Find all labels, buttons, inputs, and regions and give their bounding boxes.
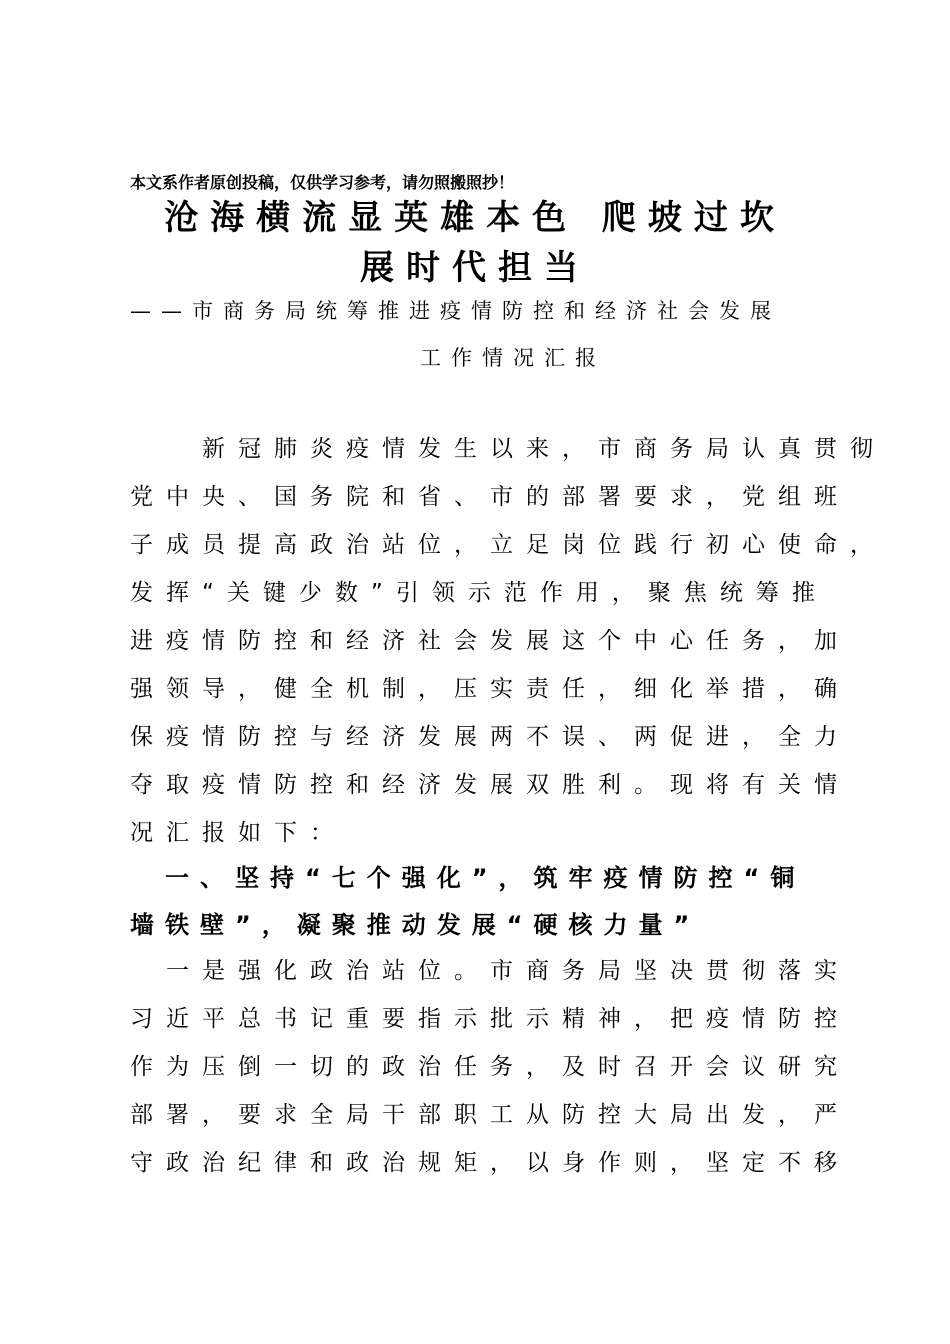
paragraph-1-line: 发挥“关键少数”引领示范作用，聚焦统筹推 <box>130 580 828 606</box>
paragraph-1-line: 况汇报如下： <box>130 820 346 846</box>
subtitle-line-1: ——市商务局统筹推进疫情防控和经济社会发展 <box>130 299 781 323</box>
subtitle-line-2: 工作情况汇报 <box>420 346 606 370</box>
paragraph-1-line: 强领导，健全机制，压实责任，细化举措，确 <box>130 676 850 702</box>
paragraph-1-line: 子成员提高政治站位，立足岗位践行初心使命， <box>130 532 886 558</box>
paragraph-1-line: 进疫情防控和经济社会发展这个中心任务，加 <box>130 628 850 654</box>
copyright-notice: 本文系作者原创投稿，仅供学习参考，请勿照搬照抄！ <box>130 173 515 192</box>
paragraph-2-line: 习近平总书记重要指示批示精神，把疫情防控 <box>130 1006 850 1032</box>
section-1-heading-line: 墙铁壁”，凝聚推动发展“硬核力量” <box>130 911 701 939</box>
paragraph-1-line: 新冠肺炎疫情发生以来，市商务局认真贯彻 <box>130 436 886 462</box>
paragraph-1-line: 夺取疫情防控和经济发展双胜利。现将有关情 <box>130 772 850 798</box>
paragraph-1-line: 党中央、国务院和省、市的部署要求，党组班 <box>130 484 850 510</box>
paragraph-2-line: 部署，要求全局干部职工从防控大局出发，严 <box>130 1102 850 1128</box>
paragraph-2-line: 作为压倒一切的政治任务，及时召开会议研究 <box>130 1054 850 1080</box>
section-1-heading-line: 一、坚持“七个强化”，筑牢疫情防控“铜 <box>130 864 806 892</box>
paragraph-2-line: 守政治纪律和政治规矩，以身作则，坚定不移 <box>130 1150 850 1176</box>
title-line-2: 展时代担当 <box>360 248 590 288</box>
title-line-1: 沧海横流显英雄本色 爬坡过坎 <box>164 198 786 238</box>
paragraph-1-line: 保疫情防控与经济发展两不误、两促进，全力 <box>130 724 850 750</box>
paragraph-2-line: 一是强化政治站位。市商务局坚决贯彻落实 <box>130 958 850 984</box>
